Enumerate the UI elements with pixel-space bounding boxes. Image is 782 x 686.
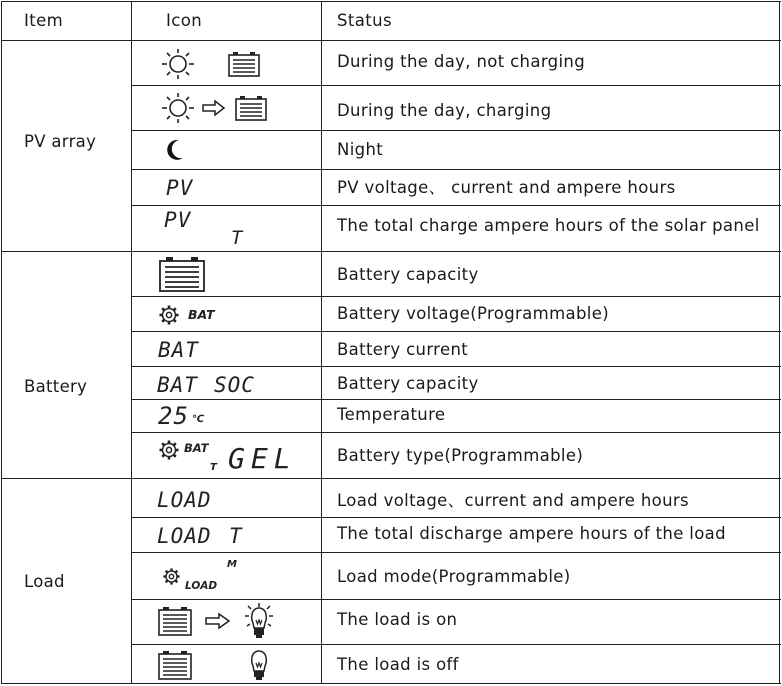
gear-icon bbox=[159, 440, 179, 460]
gear-icon bbox=[159, 305, 179, 325]
battery-icon bbox=[158, 606, 192, 636]
header-divider bbox=[1, 40, 781, 41]
group-divider bbox=[1, 478, 781, 479]
status-text: Battery current bbox=[337, 340, 469, 359]
header-status: Status bbox=[337, 11, 392, 30]
total-label: T bbox=[210, 462, 217, 473]
status-text: PV voltage、 current and ampere hours bbox=[337, 178, 676, 197]
status-text: The load is off bbox=[337, 655, 459, 674]
status-text: Battery type(Programmable) bbox=[337, 446, 584, 465]
battery-icon bbox=[158, 650, 192, 680]
status-text: During the day, charging bbox=[337, 101, 552, 120]
row-divider bbox=[131, 399, 781, 400]
row-divider bbox=[131, 296, 781, 297]
table-border-right bbox=[779, 1, 780, 684]
temperature-value: 25 bbox=[158, 402, 189, 430]
row-divider bbox=[131, 552, 781, 553]
group-load: Load bbox=[24, 572, 65, 591]
table-border-bottom bbox=[1, 683, 781, 684]
header-item: Item bbox=[24, 11, 64, 30]
celsius-unit: ℃ bbox=[192, 414, 205, 425]
status-text: The total discharge ampere hours of the load bbox=[337, 524, 726, 543]
gear-icon bbox=[163, 568, 180, 585]
row-divider bbox=[131, 366, 781, 367]
gel-segment-label: GEL bbox=[228, 442, 297, 475]
moon-icon bbox=[165, 138, 185, 162]
battery-icon bbox=[159, 256, 205, 292]
mode-label: M bbox=[227, 559, 237, 570]
arrow-right-icon bbox=[205, 613, 231, 629]
total-segment-label: T bbox=[231, 227, 244, 249]
row-divider bbox=[131, 205, 781, 206]
status-text: Load voltage、current and ampere hours bbox=[337, 491, 689, 510]
status-text: The load is on bbox=[337, 610, 458, 629]
row-divider bbox=[131, 644, 781, 645]
soc-segment-label: SOC bbox=[214, 373, 255, 397]
lightbulb-on-icon bbox=[240, 602, 278, 640]
row-divider bbox=[131, 169, 781, 170]
group-pv-array: PV array bbox=[24, 132, 97, 151]
battery-icon bbox=[228, 51, 260, 77]
row-divider bbox=[131, 517, 781, 518]
column-divider bbox=[131, 1, 132, 684]
sun-icon bbox=[158, 48, 198, 80]
table-border-left bbox=[1, 1, 2, 684]
lightbulb-off-icon bbox=[249, 649, 269, 681]
status-text: Battery voltage(Programmable) bbox=[337, 304, 609, 323]
table-border-top bbox=[1, 1, 781, 2]
status-text: Night bbox=[337, 140, 384, 159]
arrow-right-icon bbox=[202, 100, 226, 116]
row-divider bbox=[131, 85, 781, 86]
pv-segment-label: PV bbox=[164, 208, 192, 232]
status-text: Battery capacity bbox=[337, 265, 479, 284]
bat-segment-label: BAT bbox=[157, 373, 198, 397]
column-divider bbox=[321, 1, 322, 684]
group-battery: Battery bbox=[24, 377, 88, 396]
row-divider bbox=[131, 331, 781, 332]
status-text: The total charge ampere hours of the solar panel bbox=[337, 216, 760, 235]
bat-label: BAT bbox=[184, 441, 209, 455]
header-icon: Icon bbox=[166, 11, 203, 30]
status-text: During the day, not charging bbox=[337, 52, 586, 71]
pv-segment-label: PV bbox=[166, 176, 194, 200]
load-segment-label: LOAD bbox=[157, 524, 212, 548]
row-divider bbox=[131, 432, 781, 433]
total-segment-label: T bbox=[229, 524, 243, 548]
battery-icon bbox=[235, 95, 267, 121]
load-segment-label: LOAD bbox=[157, 488, 212, 512]
status-text: Battery capacity bbox=[337, 374, 479, 393]
status-text: Temperature bbox=[337, 405, 446, 424]
row-divider bbox=[131, 599, 781, 600]
load-label: LOAD bbox=[185, 580, 218, 592]
group-divider bbox=[1, 251, 781, 252]
status-text: Load mode(Programmable) bbox=[337, 567, 571, 586]
bat-label: BAT bbox=[188, 307, 215, 322]
row-divider bbox=[131, 130, 781, 131]
bat-segment-label: BAT bbox=[158, 338, 199, 362]
sun-icon bbox=[158, 92, 198, 124]
